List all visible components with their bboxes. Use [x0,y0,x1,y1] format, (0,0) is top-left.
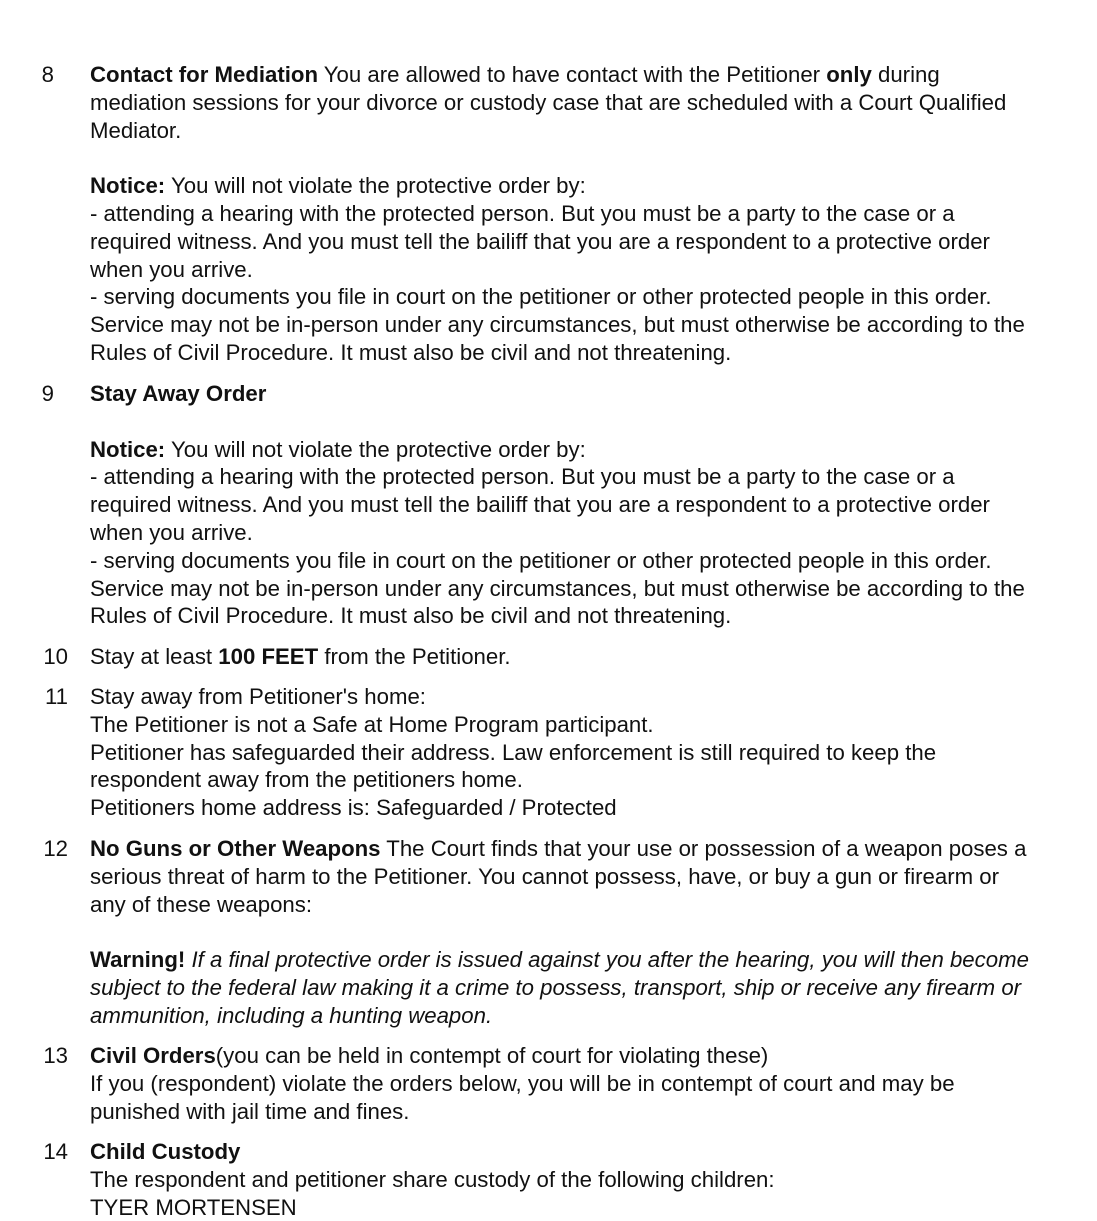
item-intro: Contact for Mediation You are allowed to have contact with the Petitioner only during [90,62,940,87]
cut-off-line: TYER MORTENSEN [90,1194,297,1220]
text-line: The respondent and petitioner share custody of the following children: [90,1166,775,1192]
text-line: Petitioners home address is: Safeguarded / Protected [90,795,617,821]
item-body [90,380,1080,630]
text-line: - serving documents you file in court on the petitioner or other protected people in this order. [90,547,992,573]
item-heading: No Guns or Other Weapons [90,836,381,861]
item-number: 11 [44,684,68,709]
text-line: mediation sessions for your divorce or custody case that are scheduled with a Court Qualified [90,89,1007,115]
text-line: - attending a hearing with the protected person. But you must be a party to the case or a [90,200,955,226]
notice-label: Notice: [90,436,166,462]
item-number: 13 [43,1043,68,1068]
text-line: required witness. And you must tell the bailiff that you are a respondent to a protective order [90,492,990,518]
text-line: when you arrive. [90,256,253,282]
item-heading: Civil Orders [90,1043,216,1068]
text-line: - attending a hearing with the protected person. But you must be a party to the case or a [90,464,955,490]
text-line: when you arrive. [90,519,253,545]
warning-label: Warning! [90,947,186,973]
text-line: subject to the federal law making it a crime to possess, transport, ship or receive any firearm or [90,974,1022,1000]
text-line: Mediator. [90,117,182,143]
text-line: Service may not be in-person under any circumstances, but must otherwise be according to the [90,312,1025,338]
item-number: 9 [41,381,54,406]
item-body [90,643,1080,671]
item-number: 8 [41,62,54,87]
item-heading: Stay Away Order [90,381,267,406]
text-line: - serving documents you file in court on the petitioner or other protected people in this order. [90,284,992,310]
text-line: any of these weapons: [90,891,313,917]
item-heading: Child Custody [90,1139,241,1164]
item-body [90,1042,1080,1125]
text-line: If you (respondent) violate the orders below, you will be in contempt of court and may be [90,1070,955,1096]
notice-line: Notice: You will not violate the protective order by: [90,436,586,462]
item-number: 14 [43,1139,68,1164]
text-line: Petitioner has safeguarded their address. Law enforcement is still required to keep the [90,739,937,765]
text-line: serious threat of harm to the Petitioner. You cannot possess, have, or buy a gun or firearm or [90,863,999,889]
item-heading: Contact for Mediation [90,62,319,87]
text-line: respondent away from the petitioners home. [90,767,523,793]
text-line: Stay away from Petitioner's home: [90,684,426,709]
text-line: Rules of Civil Procedure. It must also be civil and not threatening. [90,603,732,629]
item-intro: No Guns or Other Weapons The Court finds that your use or possession of a weapon poses a [90,836,1027,861]
text-line: Service may not be in-person under any circumstances, but must otherwise be according to the [90,575,1025,601]
item-body [90,1138,1080,1220]
item-body [90,683,1080,822]
text-line: Stay at least 100 FEET from the Petitioner. [90,644,511,669]
text-line: ammunition, including a hunting weapon. [90,1002,493,1028]
notice-label: Notice: [90,173,166,199]
item-heading-line [90,380,1080,408]
text-line: required witness. And you must tell the bailiff that you are a respondent to a protective order [90,228,990,254]
item-number: 12 [43,836,68,861]
text-line: The Petitioner is not a Safe at Home Program participant. [90,711,654,737]
item-intro: Civil Orders(you can be held in contempt of court for violating these) [90,1043,769,1068]
item-number: 10 [43,644,68,669]
item-heading-line [90,1138,1080,1166]
item-body [90,61,1080,367]
item-body [90,835,1080,1030]
text-line: punished with jail time and fines. [90,1098,410,1124]
warning-line: Warning! If a final protective order is issued against you after the hearing, you will then become [90,947,1029,973]
notice-line: Notice: You will not violate the protective order by: [90,173,586,199]
text-line: Rules of Civil Procedure. It must also be civil and not threatening. [90,339,732,365]
